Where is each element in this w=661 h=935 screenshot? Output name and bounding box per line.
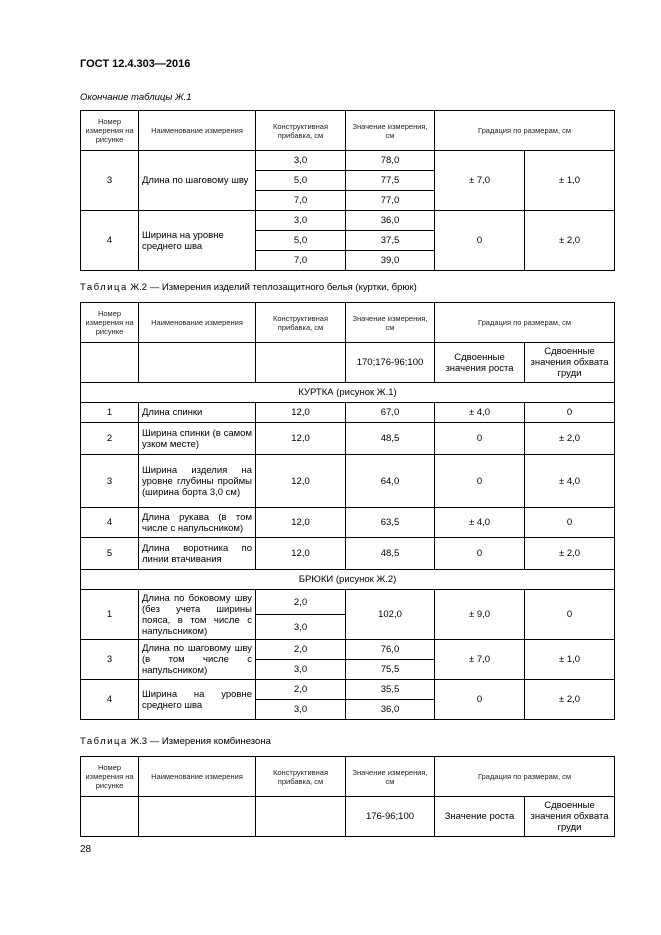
section-title: БРЮКИ (рисунок Ж.2) <box>81 570 615 590</box>
caption-text: Ж.3 — Измерения комбинезона <box>130 736 271 747</box>
table-row <box>81 680 615 700</box>
cell-empty <box>139 343 256 383</box>
cell-number: 1 <box>81 590 139 640</box>
cell-gradation-2: 0 <box>525 590 615 640</box>
table-row <box>81 640 615 660</box>
section-title: КУРТКА (рисунок Ж.1) <box>81 383 615 403</box>
cell-gradation-2-title: Сдвоенные значения обхвата груди <box>525 797 615 837</box>
cell-value: 78,0 <box>346 151 435 171</box>
cell-value: 77,5 <box>346 171 435 191</box>
cell-value: 39,0 <box>346 251 435 271</box>
cell-gradation-2: ± 2,0 <box>525 211 615 271</box>
header-name: Наименование измерения <box>139 111 256 151</box>
cell-value: 77,0 <box>346 191 435 211</box>
cell-gradation-1: ± 4,0 <box>435 403 525 423</box>
cell-number: 3 <box>81 640 139 680</box>
cell-number: 1 <box>81 403 139 423</box>
cell-value: 36,0 <box>346 211 435 231</box>
cell-number: 4 <box>81 680 139 720</box>
cell-name: Длина по боковому шву (без учета ширины пояса, в том числе с напульсником) <box>139 590 256 640</box>
cell-gradation-2: 0 <box>525 403 615 423</box>
cell-empty <box>139 797 256 837</box>
cell-number: 3 <box>81 151 139 211</box>
cell-allowance: 7,0 <box>256 191 346 211</box>
table-row <box>81 455 615 508</box>
cell-allowance: 7,0 <box>256 251 346 271</box>
table-row <box>81 538 615 570</box>
table-j2 <box>80 302 615 720</box>
cell-number: 3 <box>81 455 139 508</box>
cell-value: 75,5 <box>346 660 435 680</box>
cell-gradation-1: 0 <box>435 423 525 455</box>
cell-allowance: 2,0 <box>256 640 346 660</box>
cell-value: 48,5 <box>346 423 435 455</box>
header-gradation: Градация по размерам, см <box>435 303 615 343</box>
cell-value: 67,0 <box>346 403 435 423</box>
cell-allowance: 3,0 <box>256 151 346 171</box>
cell-allowance: 12,0 <box>256 403 346 423</box>
cell-name: Длина рукава (в том числе с напульсником) <box>139 508 256 538</box>
table-j1 <box>80 110 615 271</box>
cell-allowance: 12,0 <box>256 423 346 455</box>
cell-gradation-1: ± 7,0 <box>435 640 525 680</box>
table-row <box>81 403 615 423</box>
cell-allowance: 2,0 <box>256 680 346 700</box>
cell-number: 5 <box>81 538 139 570</box>
cell-gradation-2: ± 2,0 <box>525 680 615 720</box>
cell-name: Ширина на уровне среднего шва <box>139 211 256 271</box>
header-name: Наименование измерения <box>139 757 256 797</box>
cell-value: 35,5 <box>346 680 435 700</box>
cell-allowance: 12,0 <box>256 538 346 570</box>
cell-allowance: 2,0 <box>256 590 346 615</box>
cell-gradation-1: 0 <box>435 211 525 271</box>
cell-gradation-2: ± 2,0 <box>525 538 615 570</box>
table-row <box>81 590 615 615</box>
cell-name: Ширина спинки (в самом узком месте) <box>139 423 256 455</box>
subheader-row <box>81 797 615 837</box>
section-row-trousers <box>81 570 615 590</box>
header-value: Значение измерения, см <box>346 303 435 343</box>
cell-value: 36,0 <box>346 700 435 720</box>
cell-value: 64,0 <box>346 455 435 508</box>
cell-allowance: 5,0 <box>256 171 346 191</box>
cell-empty <box>81 343 139 383</box>
caption-label: Таблица <box>80 282 128 293</box>
table-row <box>81 151 615 171</box>
cell-size-values: 176-96;100 <box>346 797 435 837</box>
cell-number: 2 <box>81 423 139 455</box>
cell-gradation-1-title: Значение роста <box>435 797 525 837</box>
header-allowance: Конструктивная прибавка, см <box>256 111 346 151</box>
cell-gradation-1: 0 <box>435 455 525 508</box>
document-id: ГОСТ 12.4.303—2016 <box>80 58 191 70</box>
cell-name: Ширина на уровне среднего шва <box>139 680 256 720</box>
header-number: Номер измерения на рисунке <box>81 111 139 151</box>
header-value: Значение измерения, см <box>346 111 435 151</box>
cell-allowance: 12,0 <box>256 455 346 508</box>
table-j2-caption <box>80 282 417 293</box>
header-value: Значение измерения, см <box>346 757 435 797</box>
section-row-jacket <box>81 383 615 403</box>
table-j1-caption: Окончание таблицы Ж.1 <box>80 92 192 103</box>
page-number: 28 <box>80 844 92 855</box>
cell-gradation-1: 0 <box>435 680 525 720</box>
cell-gradation-2: ± 2,0 <box>525 423 615 455</box>
cell-empty <box>256 797 346 837</box>
cell-name: Длина по шаговому шву (в том числе с напульсником) <box>139 640 256 680</box>
table-j3-caption <box>80 736 271 747</box>
header-allowance: Конструктивная прибавка, см <box>256 757 346 797</box>
cell-gradation-2-title: Сдвоенные значения обхвата груди <box>525 343 615 383</box>
cell-gradation-1: ± 4,0 <box>435 508 525 538</box>
cell-name: Ширина изделия на уровне глубины проймы (ширина борта 3,0 см) <box>139 455 256 508</box>
table-j3 <box>80 756 615 837</box>
cell-allowance: 3,0 <box>256 700 346 720</box>
cell-value: 76,0 <box>346 640 435 660</box>
cell-name: Длина спинки <box>139 403 256 423</box>
cell-allowance: 3,0 <box>256 660 346 680</box>
caption-text: Ж.2 — Измерения изделий теплозащитного белья (куртки, брюк) <box>130 282 417 293</box>
header-name: Наименование измерения <box>139 303 256 343</box>
subheader-row <box>81 343 615 383</box>
cell-size-values: 170;176-96;100 <box>346 343 435 383</box>
header-number: Номер измерения на рисунке <box>81 757 139 797</box>
cell-gradation-1-title: Сдвоенные значения роста <box>435 343 525 383</box>
header-allowance: Конструктивная прибавка, см <box>256 303 346 343</box>
cell-gradation-2: ± 1,0 <box>525 151 615 211</box>
cell-name: Длина по шаговому шву <box>139 151 256 211</box>
header-gradation: Градация по размерам, см <box>435 111 615 151</box>
cell-allowance: 5,0 <box>256 231 346 251</box>
cell-gradation-1: ± 7,0 <box>435 151 525 211</box>
cell-allowance: 3,0 <box>256 211 346 231</box>
header-gradation: Градация по размерам, см <box>435 757 615 797</box>
table-row <box>81 211 615 231</box>
cell-value: 102,0 <box>346 590 435 640</box>
cell-empty <box>81 797 139 837</box>
caption-label: Таблица <box>80 736 128 747</box>
cell-value: 48,5 <box>346 538 435 570</box>
cell-number: 4 <box>81 211 139 271</box>
cell-gradation-2: ± 1,0 <box>525 640 615 680</box>
cell-number: 4 <box>81 508 139 538</box>
cell-value: 63,5 <box>346 508 435 538</box>
cell-allowance: 12,0 <box>256 508 346 538</box>
cell-value: 37,5 <box>346 231 435 251</box>
table-row <box>81 423 615 455</box>
cell-empty <box>256 343 346 383</box>
cell-gradation-1: 0 <box>435 538 525 570</box>
cell-gradation-1: ± 9,0 <box>435 590 525 640</box>
cell-gradation-2: ± 4,0 <box>525 455 615 508</box>
cell-gradation-2: 0 <box>525 508 615 538</box>
table-row <box>81 508 615 538</box>
cell-allowance: 3,0 <box>256 615 346 640</box>
cell-name: Длина воротника по линии втачивания <box>139 538 256 570</box>
header-number: Номер измерения на рисунке <box>81 303 139 343</box>
